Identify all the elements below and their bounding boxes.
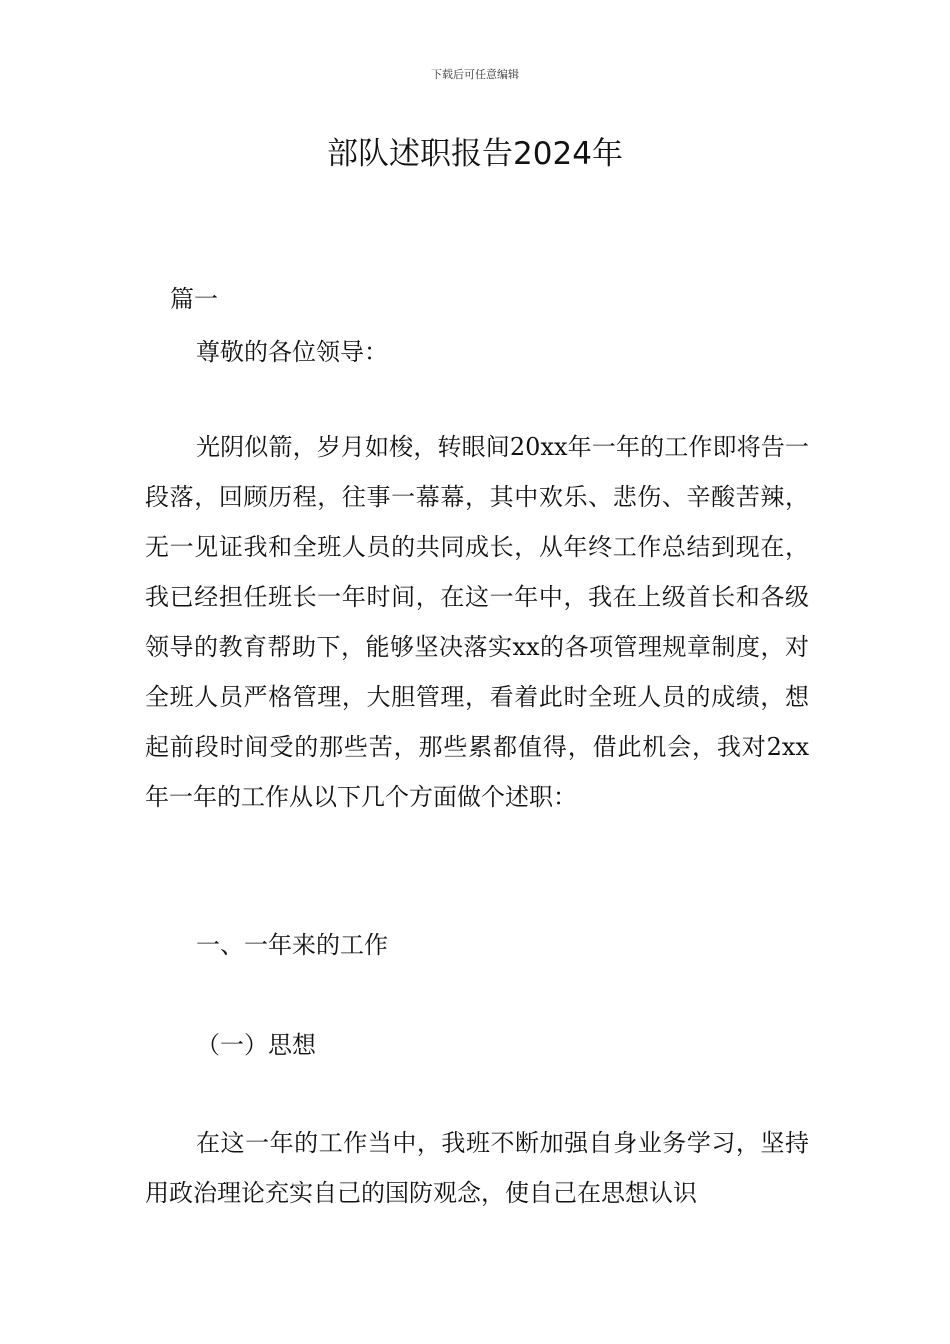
header-note: 下载后可任意编辑 [431, 68, 519, 81]
paragraph-thought: 在这一年的工作当中，我班不断加强自身业务学习，坚持用政治理论充实自己的国防观念，使自己在思想认识 [145, 1129, 809, 1207]
subsection-heading: （一）思想 [196, 1031, 316, 1059]
salutation: 尊敬的各位领导： [196, 338, 388, 366]
section-heading: 一、一年来的工作 [196, 931, 388, 959]
paragraph-intro: 光阴似箭，岁月如梭，转眼间20xx年一年的工作即将告一段落，回顾历程，往事一幕幕，其中欢乐、悲伤、辛酸苦辣，无一见证我和全班人员的共同成长，从年终工作总结到现在，我已经担任班长一年时间，在这一年中，我在上级首长和各级领导的教育帮助下，能够坚决落实xx的各项管理规章制度，对全班人员严格管理，大胆管理，看着此时全班人员的成绩，想起前段时间受的那些苦，那些累都值得，借此机会，我对2xx年一年的工作从以下几个方面做个述职： [145, 433, 809, 811]
part-label: 篇一 [170, 285, 218, 313]
document-title: 部队述职报告2024年 [327, 136, 623, 172]
